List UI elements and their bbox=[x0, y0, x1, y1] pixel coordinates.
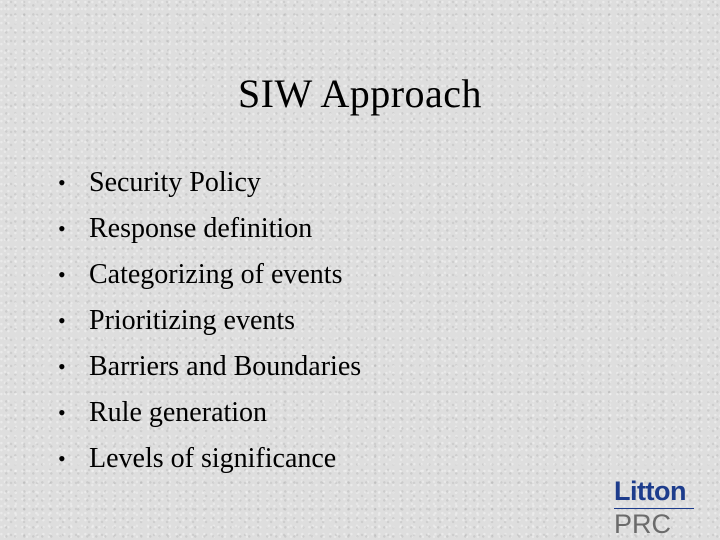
bullet-text: Rule generation bbox=[89, 397, 268, 428]
bullet-icon: • bbox=[58, 308, 66, 333]
litton-prc-logo bbox=[614, 478, 710, 539]
logo-line-prc: PRC bbox=[614, 509, 672, 539]
bullet-text: Barriers and Boundaries bbox=[89, 351, 362, 382]
bullet-icon: • bbox=[58, 262, 66, 287]
slide-title: SIW Approach bbox=[237, 71, 483, 116]
bullet-text: Levels of significance bbox=[89, 443, 337, 474]
bullet-icon: • bbox=[58, 446, 66, 471]
bullet-text: Security Policy bbox=[89, 167, 261, 198]
bullet-icon: • bbox=[58, 170, 66, 195]
bullet-icon: • bbox=[58, 216, 66, 241]
bullet-icon: • bbox=[58, 354, 66, 379]
logo-line-litton: Litton bbox=[614, 476, 686, 506]
bullet-text: Prioritizing events bbox=[89, 305, 296, 336]
bullet-text: Categorizing of events bbox=[89, 259, 343, 290]
bullet-icon: • bbox=[58, 400, 66, 425]
bullet-text: Response definition bbox=[89, 213, 313, 244]
